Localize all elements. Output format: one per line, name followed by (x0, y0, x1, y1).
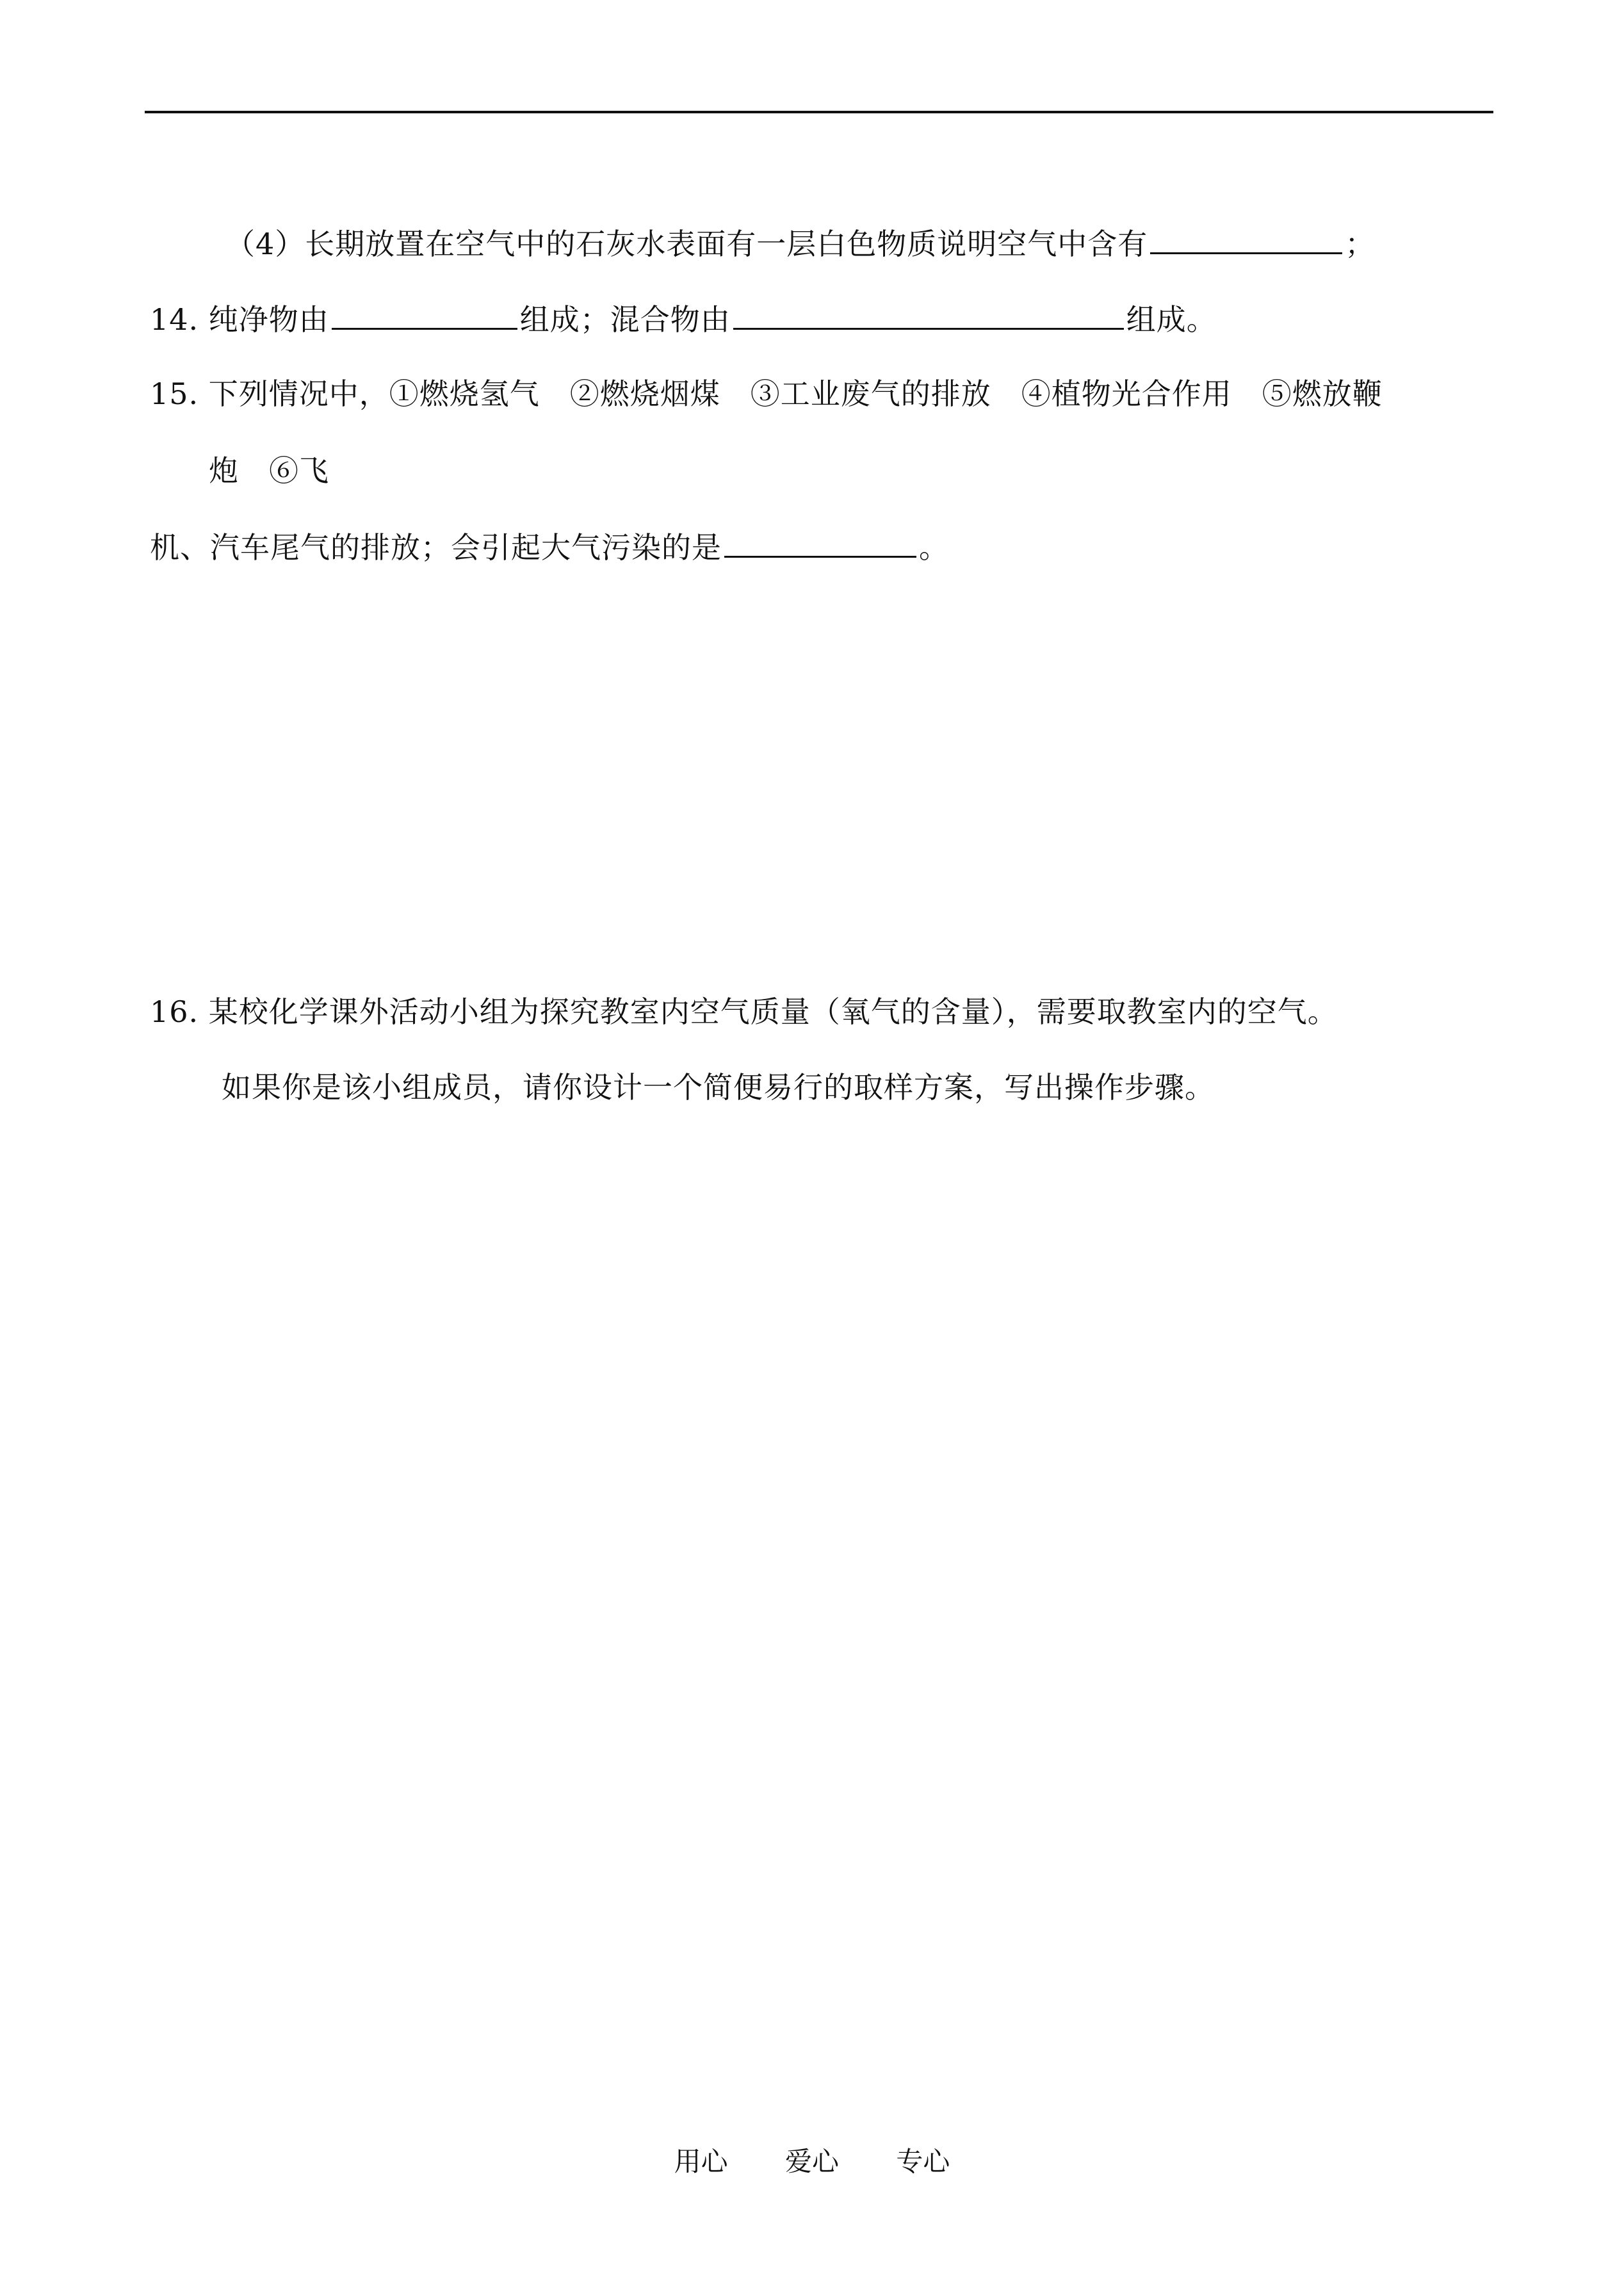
q14-text-b: 组成；混合物由 (519, 302, 731, 337)
question-14 (150, 300, 1217, 339)
q15-line-3-text: 机、汽车尾气的排放；会引起大气污染的是 (150, 530, 722, 565)
q14-blank-2[interactable] (733, 300, 1124, 330)
q15-blank[interactable] (724, 528, 916, 558)
q16-number: 16. (150, 994, 199, 1029)
q16-line-1-text: 某校化学课外活动小组为探究教室内空气质量（氧气的含量），需要取教室内的空气。 (208, 994, 1338, 1029)
q14-text-c: 组成。 (1126, 302, 1217, 337)
question-15-line-2 (209, 451, 329, 490)
q13-4-suffix: ； (1345, 227, 1376, 261)
q14-blank-1[interactable] (332, 300, 517, 330)
q15-line-2-text: 炮 ⑥飞 (209, 453, 329, 488)
q15-line-1-text: 下列情况中，①燃烧氢气 ②燃烧烟煤 ③工业废气的排放 ④植物光合作用 ⑤燃放鞭 (208, 377, 1383, 411)
q13-4-blank[interactable] (1150, 224, 1342, 254)
footer-item-1: 用心 (674, 2146, 728, 2177)
question-15-line-3 (150, 528, 949, 567)
footer-item-2: 爱心 (784, 2146, 839, 2177)
footer-item-3: 专心 (896, 2146, 950, 2177)
q13-4-text: （4）长期放置在空气中的石灰水表面有一层白色物质说明空气中含有 (225, 227, 1148, 261)
page-footer (0, 2144, 1624, 2180)
header-rule (145, 111, 1493, 113)
q14-number: 14. (150, 302, 199, 337)
q16-line-2-text: 如果你是该小组成员，请你设计一个简便易行的取样方案，写出操作步骤。 (222, 1070, 1215, 1105)
q15-number: 15. (150, 377, 199, 411)
question-15-line-1 (150, 375, 1383, 413)
q14-text-a: 纯净物由 (208, 302, 329, 337)
q15-line-3-suffix: 。 (919, 530, 949, 565)
question-16-line-2 (222, 1068, 1215, 1107)
question-13-part-4 (225, 224, 1375, 263)
question-16-line-1 (150, 993, 1338, 1031)
